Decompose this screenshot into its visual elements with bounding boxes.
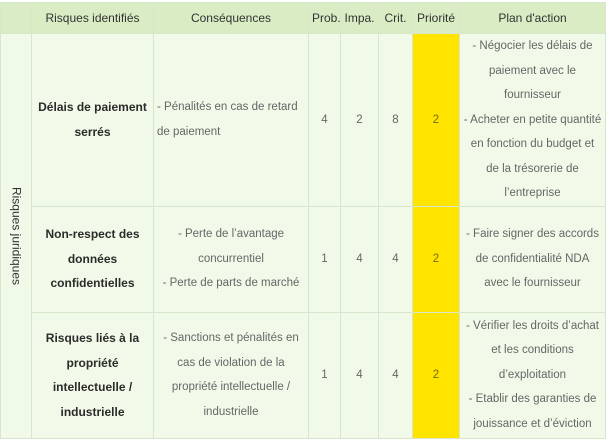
category-label: Risques juridiques: [9, 186, 24, 285]
crit-cell: 4: [379, 312, 413, 438]
plan-item: - Négocier les délais de paiement avec le fournisseur: [472, 40, 593, 101]
consequences-cell: [154, 206, 309, 312]
crit-cell: 8: [379, 34, 413, 207]
header-prob: Prob.: [309, 3, 341, 34]
plan-cell: [460, 34, 606, 207]
consequence-item: - Pénalités en cas de retard de paiement: [157, 101, 298, 138]
crit-cell: 4: [379, 206, 413, 312]
header-crit: Crit.: [379, 3, 413, 34]
header-consequences: Conséquences: [154, 3, 309, 34]
header-impa: Impa.: [341, 3, 379, 34]
table-row: [1, 206, 606, 312]
priority-cell: 2: [413, 312, 460, 438]
prob-cell: 1: [309, 206, 341, 312]
plan-cell: [460, 312, 606, 438]
risk-cell: Délais de paiement serrés: [32, 34, 154, 207]
table-row: [1, 34, 606, 207]
impa-cell: 2: [341, 34, 379, 207]
plan-item: - Faire signer des accords de confidentialité NDA avec le fournisseur: [466, 228, 599, 290]
consequence-item: - Perte de parts de marché: [162, 277, 300, 290]
header-risques: Risques identifiés: [32, 3, 154, 34]
plan-cell: [460, 206, 606, 312]
consequence-item: - Sanctions et pénalités en cas de violation de la propriété intellectuelle / industrielle: [163, 332, 299, 418]
plan-item: - Vérifier les droits d’achat et les conditions d’exploitation: [466, 319, 599, 381]
priority-cell: 2: [413, 206, 460, 312]
table-row: [1, 312, 606, 438]
consequences-cell: [154, 312, 309, 438]
prob-cell: 1: [309, 312, 341, 438]
priority-cell: 2: [413, 34, 460, 207]
header-plan: Plan d'action: [460, 3, 606, 34]
risk-table: [0, 2, 606, 439]
header-row: [1, 3, 606, 34]
impa-cell: 4: [341, 206, 379, 312]
impa-cell: 4: [341, 312, 379, 438]
risk-cell: Risques liés à la propriété intellectuelle / industrielle: [32, 312, 154, 438]
consequences-cell: [154, 34, 309, 207]
header-priorite: Priorité: [413, 3, 460, 34]
category-cell: [1, 34, 32, 439]
risk-cell: Non-respect des données confidentielles: [32, 206, 154, 312]
consequence-item: - Perte de l’avantage concurrentiel: [177, 228, 285, 265]
prob-cell: 4: [309, 34, 341, 207]
plan-item: - Etablir des garanties de jouissance et d’éviction: [468, 393, 597, 430]
header-blank: [1, 3, 32, 34]
plan-item: - Acheter en petite quantité en fonction du budget et de la trésorerie de l’entreprise: [463, 113, 602, 199]
